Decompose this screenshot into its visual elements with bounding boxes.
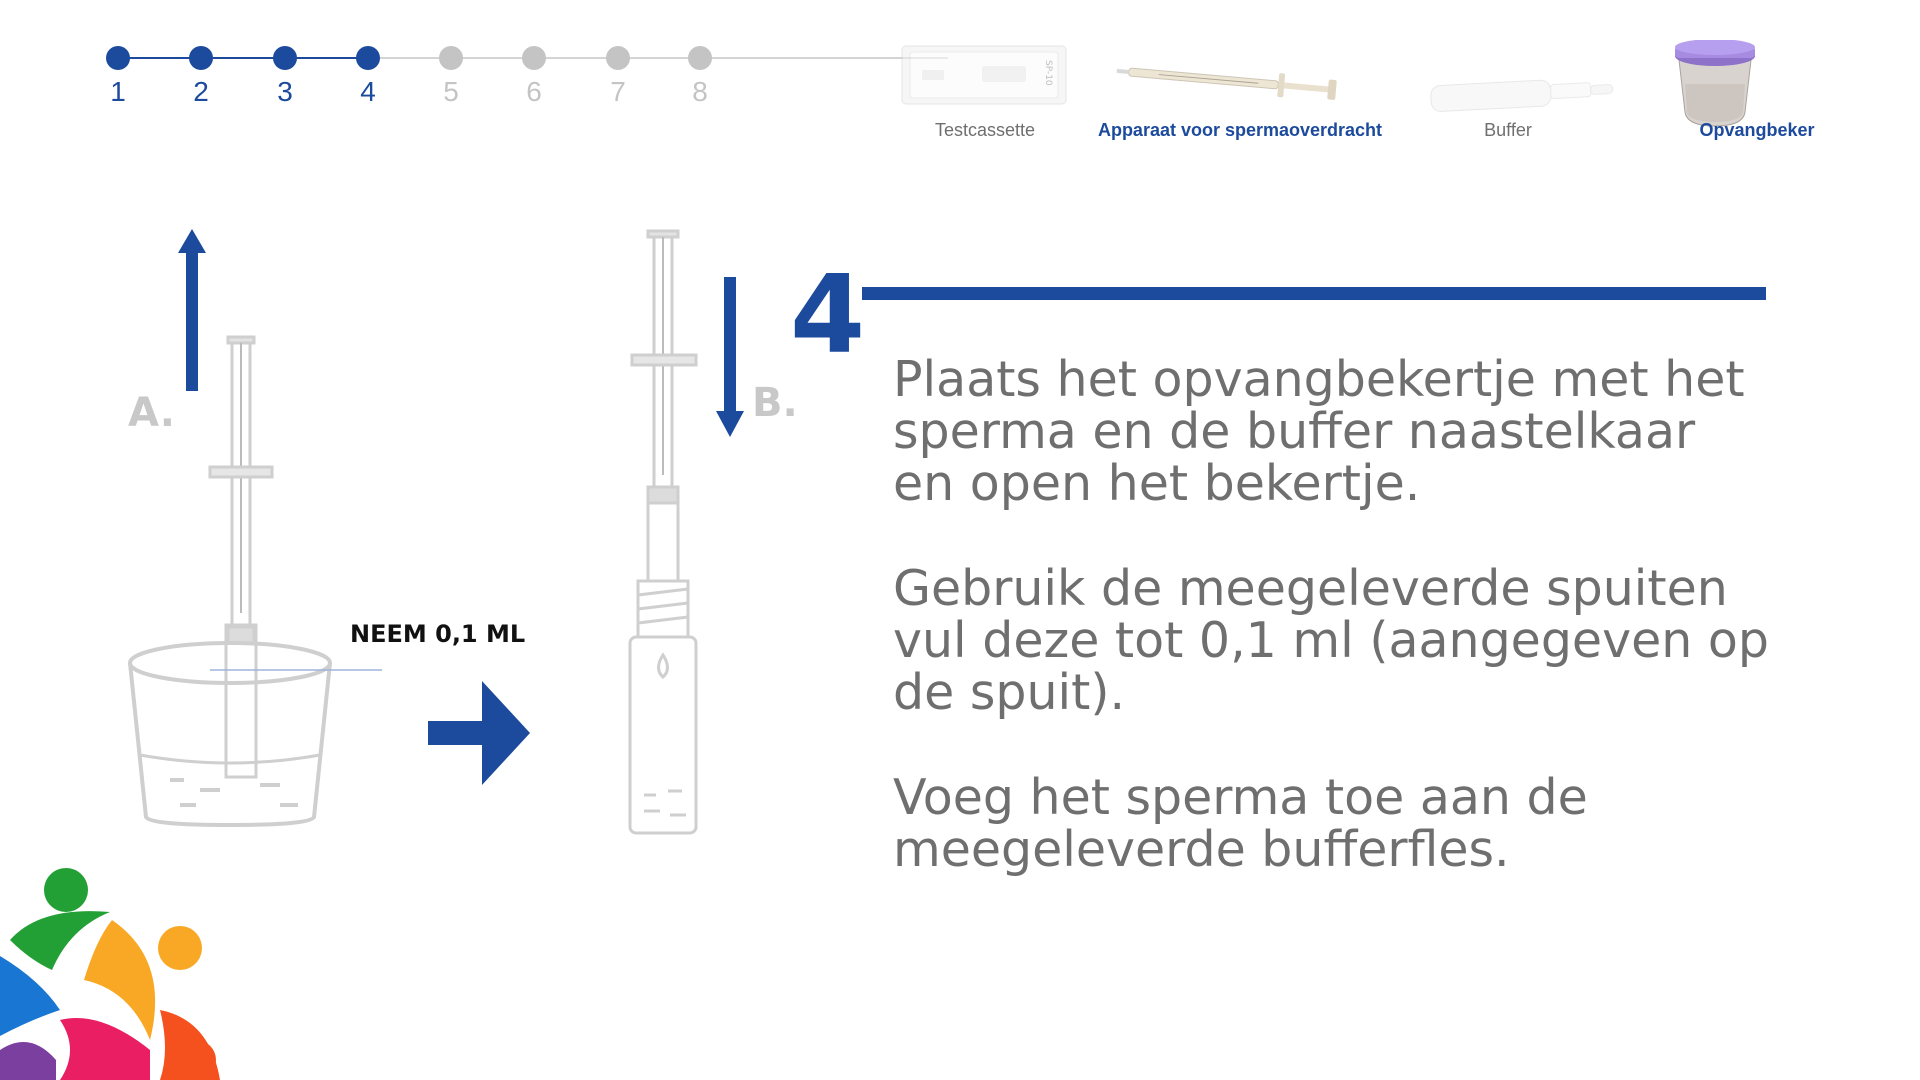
step-label-6: 6 — [526, 76, 542, 107]
label-b: B. — [752, 380, 798, 426]
buffer-bottle-icon — [1430, 76, 1613, 111]
arrow-right-icon — [428, 681, 530, 785]
step-dot-8[interactable] — [688, 46, 712, 70]
step-label-8: 8 — [692, 76, 708, 107]
label-a: A. — [128, 390, 175, 436]
step-label-7: 7 — [610, 76, 626, 107]
step-dot-3[interactable] — [273, 46, 297, 70]
heading-rule — [862, 287, 1766, 300]
step-dot-1[interactable] — [106, 46, 130, 70]
arrow-up-icon — [178, 229, 206, 391]
item-label-syringe: Apparaat voor spermaoverdracht — [1097, 120, 1383, 140]
item-label-opvangbeker: Opvangbeker — [1699, 120, 1815, 140]
brand-logo — [0, 860, 220, 1080]
step-dot-5[interactable] — [439, 46, 463, 70]
item-label-testcassette: Testcassette — [934, 120, 1036, 140]
item-label-buffer: Buffer — [1484, 120, 1532, 140]
test-cassette-icon — [902, 46, 1066, 104]
instruction-paragraph-3: Voeg het sperma toe aan de meegeleverde bufferfles. — [893, 769, 1588, 878]
collection-cup-icon — [1675, 40, 1755, 126]
arrow-down-icon — [716, 277, 744, 437]
procedure-illustration — [120, 225, 820, 845]
instruction-paragraph-2: Gebruik de meegeleverde spuiten vul deze tot 0,1 ml (aangegeven op de spuit). — [893, 560, 1769, 721]
progress-stepper — [110, 40, 718, 120]
step-label-5: 5 — [443, 76, 459, 107]
syringe-on-bottle-icon — [630, 231, 696, 833]
step-dot-6[interactable] — [522, 46, 546, 70]
step-number: 4 — [790, 253, 862, 378]
instruction-paragraph-1: Plaats het opvangbekertje met het sperma en de buffer naastelkaar en open het bekertje. — [893, 351, 1745, 512]
step-dot-4[interactable] — [356, 46, 380, 70]
step-dot-7[interactable] — [606, 46, 630, 70]
step-label-1: 1 — [110, 76, 126, 107]
svg-text:SP-10: SP-10 — [1043, 60, 1053, 86]
step-label-4: 4 — [360, 76, 376, 107]
syringe-icon — [1116, 59, 1337, 102]
step-label-3: 3 — [277, 76, 293, 107]
stepper-line-active — [118, 57, 368, 59]
syringe-in-cup-icon — [210, 337, 272, 777]
step-label-2: 2 — [193, 76, 209, 107]
step-dot-2[interactable] — [189, 46, 213, 70]
take-amount-label: NEEM 0,1 ML — [350, 620, 526, 648]
